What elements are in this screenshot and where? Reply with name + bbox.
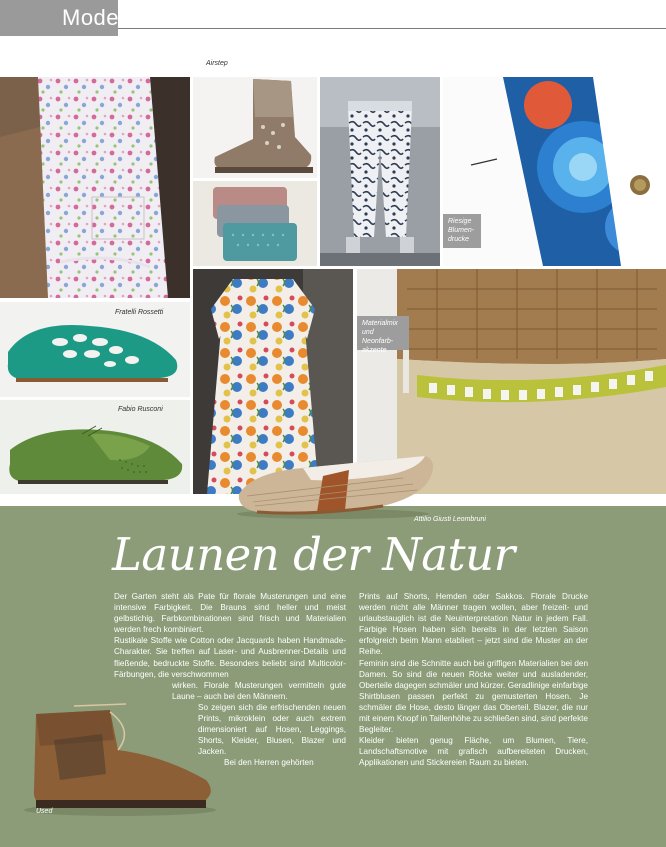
paragraph: wirken. Florale Musterungen vermitteln gute Laune – auch bei den Männern. (172, 680, 346, 701)
paragraph: Prints auf Shorts, Hemden oder Sakkos. Florale Drucke werden nicht alle Männer tragen wollen, aber freizeit- und urlaubstauglich ist die Neuinterpretation Natur in jedem Fall. Farbige Hosen haben sich bereits in der letzten Saison erfolgreich beim Mann etabliert – jetzt sind die Muster an der Reihe. (359, 592, 588, 657)
paragraph: Kleider bieten genug Fläche, um Blumen, Tiere, Landschaftsmotive mit grafisch aufbereiteten Drucken, Applikationen und Stickereien Raum zu bieten. (359, 736, 588, 768)
caption-fratelli: Fratelli Rossetti (115, 309, 164, 316)
photo-ballerina-shoe (233, 446, 438, 520)
caption-fabio: Fabio Rusconi (118, 406, 163, 413)
caption-airstep: Airstep (206, 60, 228, 67)
caption-riesige: Riesige Blumen- drucke (443, 214, 481, 248)
section-label: Mode (62, 5, 120, 30)
paragraph: Rustikale Stoffe wie Cotton oder Jacquards haben Handmade-Charakter. Sie treffen auf Laser- und Ausbrenner-Details und fließende, bedruckte Stoffe. Besonders beliebt sind Multicolor-Färbungen, die verschwommen (114, 636, 346, 679)
photo-clutches (193, 181, 317, 266)
article-title: Launen der Natur (112, 528, 515, 581)
paragraph: Bei den Herren gehörten (224, 758, 314, 768)
section-tab (0, 0, 118, 36)
article-column-2 (359, 591, 588, 769)
paragraph: So zeigen sich die erfrischenden neuen Prints, mikroklein oder auch extrem dimensioniert auf Hosen, Leggings, Shorts, Kleider, Blusen, Blazer und Jacken. (198, 702, 346, 757)
photo-boot (193, 77, 317, 178)
paragraph: Der Garten steht als Pate für florale Musterungen und eine intensive Farbigkeit. Die Brauns sind heller und meist gelbstichig. Farbkombinationen sind frisch und Materialien werden frech kombiniert. (114, 592, 346, 635)
caption-attilio: Attilio Giusti Leombruni (414, 516, 486, 523)
header-rule (118, 28, 666, 29)
photo-used-boot (14, 700, 220, 818)
paragraph: Feminin sind die Schnitte auch bei griffigen Materialien bei den Damen. So sind die neuen Röcke weiter und ausladender, Oberteile dagegen schmäler und kürzer. Geradlinige einfarbige Shirtblusen passen perfekt zu gemusterten Hosen. Je schmäler die Hose, desto länger das Oberteil. Blazer, die nur mit einem Knopf in Taillenhöhe zu schließen sind, sind perfekte Begleiter. (359, 658, 588, 735)
caption-materialmix: Materialmix und Neonfarb- akzente (357, 316, 409, 350)
caption-used: Used (36, 808, 53, 815)
photo-floral-shirt (0, 77, 190, 298)
photo-green-perforated-shoe (0, 400, 190, 494)
photo-green-cutout-shoe (0, 302, 190, 397)
photo-leggings (320, 77, 440, 266)
